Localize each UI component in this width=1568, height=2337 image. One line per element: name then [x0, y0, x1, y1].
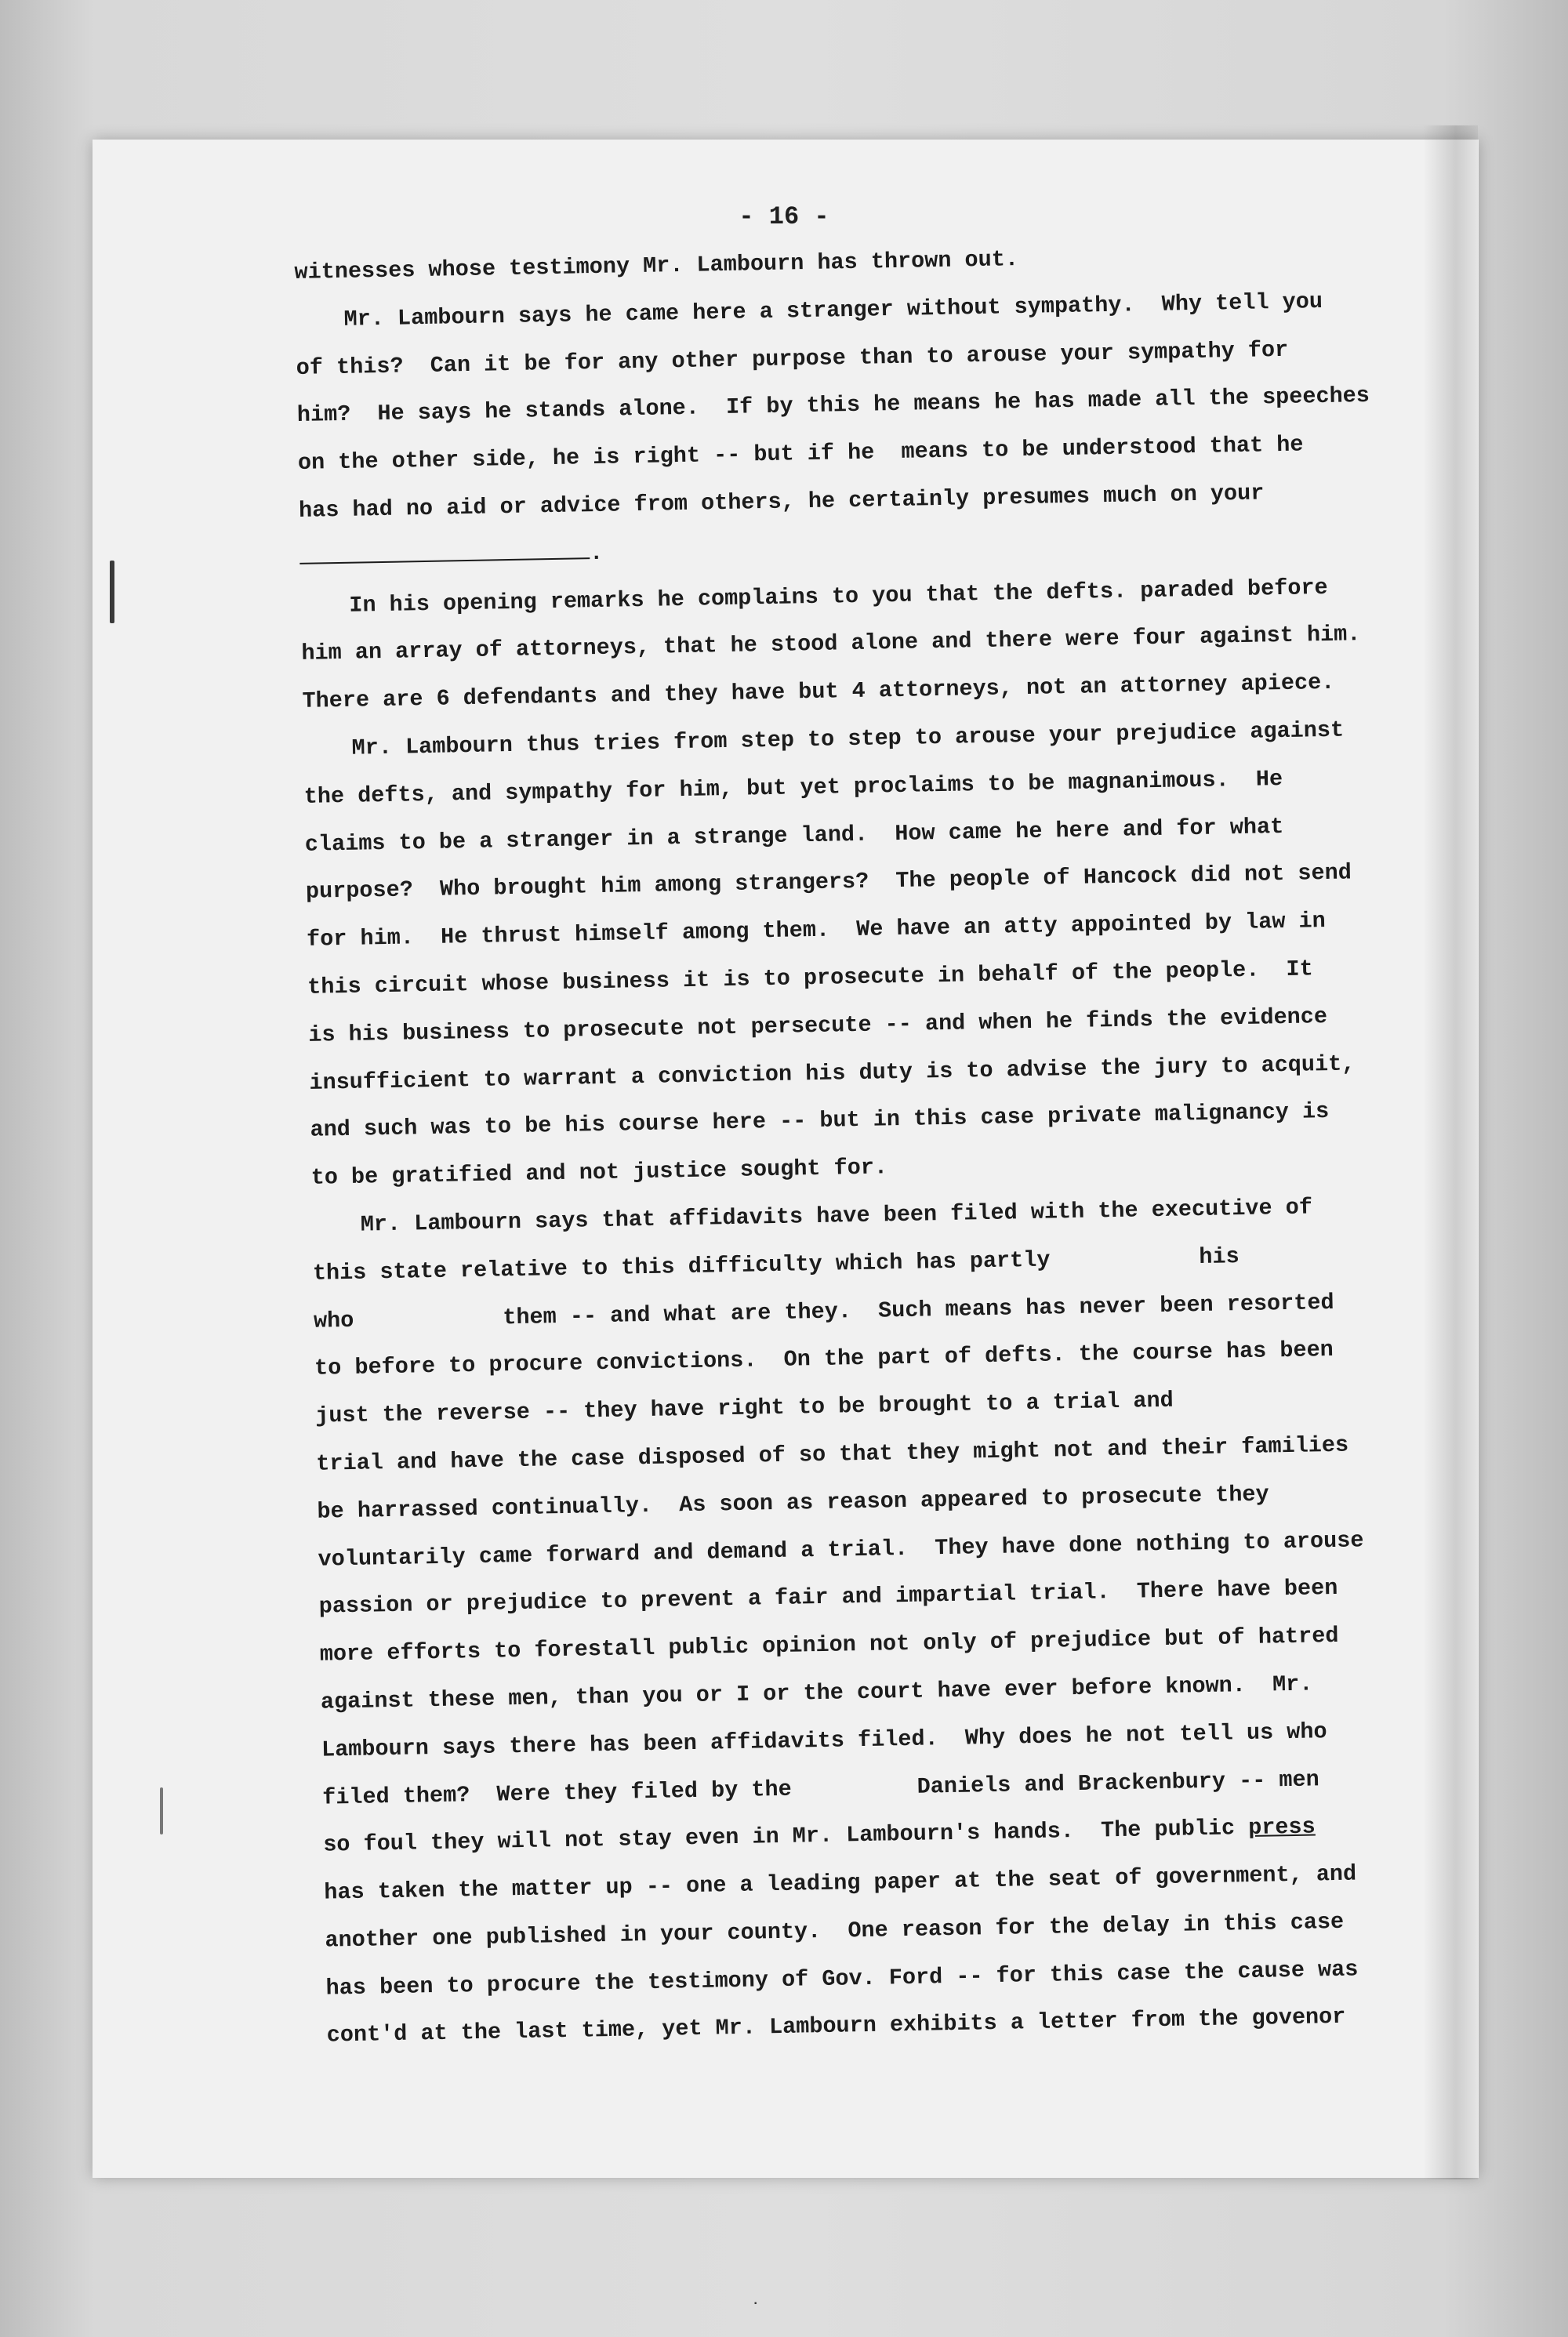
- text-line: insufficient to warrant a conviction his duty is to advise the jury to acquit,: [309, 1050, 1356, 1096]
- text-line: another one published in your county. One reason for the delay in this case: [325, 1908, 1345, 1954]
- text-line: claims to be a stranger in a strange land. How came he here and for what: [304, 813, 1284, 858]
- text-line: this circuit whose business it is to prosecute in behalf of the people. It: [307, 956, 1314, 1000]
- margin-mark: [110, 561, 114, 623]
- text-line: has had no aid or advice from others, he certainly presumes much on your: [298, 480, 1265, 524]
- text-line: to before to procure convictions. On the part of defts. the course has been: [314, 1337, 1334, 1382]
- text-line: Mr. Lambourn thus tries from step to step to arouse your prejudice against: [351, 717, 1345, 761]
- text-line: cont'd at the last time, yet Mr. Lambourn exhibits a letter from the govenor: [326, 2004, 1346, 2049]
- text-segment: them -- and what are they. Such means has never been resorted: [503, 1289, 1334, 1330]
- text-line: passion or prejudice to prevent a fair and impartial trial. There have been: [318, 1575, 1338, 1620]
- text-line: to be gratified and not justice sought for.: [310, 1154, 888, 1191]
- underlined-word: press: [1247, 1813, 1316, 1842]
- text-line: witnesses whose testimony Mr. Lambourn has thrown out.: [294, 246, 1019, 285]
- scan-artifact-mark: ․: [753, 2290, 759, 2310]
- text-line: of this? Can it be for any other purpose than to arouse your sympathy for: [296, 336, 1289, 381]
- text-line: has taken the matter up -- one a leading paper at the seat of government, and: [324, 1860, 1357, 1906]
- text-line: more efforts to forestall public opinion not only of prejudice but of hatred: [319, 1622, 1339, 1667]
- text-line: on the other side, he is right -- but if he means to be understood that he: [297, 431, 1304, 477]
- blank-period: .: [589, 539, 604, 566]
- text-line: has been to procure the testimony of Gov. Ford -- for this case the cause was: [325, 1956, 1359, 2001]
- text-line: for him. He thrust himself among them. We have an atty appointed by law in: [306, 908, 1327, 953]
- document-body: [294, 229, 1440, 2060]
- text-line: him? He says he stands alone. If by this he means he has made all the speeches: [296, 383, 1370, 429]
- text-line: In his opening remarks he complains to you that the defts. paraded before: [349, 574, 1328, 619]
- fill-in-blank: [299, 543, 590, 564]
- text-line: Mr. Lambourn says that affidavits have been filed with the executive of: [360, 1194, 1313, 1238]
- text-line: Mr. Lambourn says he came here a stranger without sympathy. Why tell you: [343, 288, 1323, 332]
- text-segment: filed them? Were they filed by the: [321, 1776, 793, 1811]
- text-line: just the reverse -- they have right to be brought to a trial and: [314, 1387, 1174, 1429]
- text-line: against these men, than you or I or the court have ever before known. Mr.: [320, 1671, 1313, 1715]
- text-line: There are 6 defendants and they have but 4 attorneys, not an attorney apiece.: [302, 669, 1335, 715]
- text-segment: his: [1199, 1243, 1240, 1270]
- text-line: Lambourn says there has been affidavits filed. Why does he not tell us who: [321, 1718, 1327, 1763]
- text-line: and such was to be his course here -- but in this case private malignancy is: [310, 1098, 1330, 1144]
- text-line: trial and have the case disposed of so that they might not and their families: [316, 1432, 1349, 1477]
- text-segment: Daniels and Brackenbury -- men: [916, 1765, 1319, 1800]
- text-line: the defts, and sympathy for him, but yet proclaims to be magnanimous. He: [303, 765, 1283, 810]
- text-line: is his business to prosecute not persecute -- and when he finds the evidence: [308, 1003, 1328, 1048]
- text-line: purpose? Who brought him among strangers? The people of Hancock did not send: [305, 859, 1352, 905]
- text-segment: so foul they will not stay even in Mr. Lambourn's hands. The public: [323, 1815, 1236, 1858]
- margin-mark: [160, 1787, 163, 1834]
- text-segment: who: [313, 1307, 354, 1334]
- page-number: - 16 -: [739, 202, 829, 231]
- text-line: voluntarily came forward and demand a trial. They have done nothing to arouse: [318, 1526, 1364, 1573]
- text-segment: this state relative to this difficulty which has partly: [312, 1247, 1051, 1286]
- text-line: him an array of attorneys, that he stood alone and there were four against him.: [301, 621, 1361, 667]
- text-line: be harrassed continually. As soon as reason appeared to prosecute they: [317, 1481, 1269, 1525]
